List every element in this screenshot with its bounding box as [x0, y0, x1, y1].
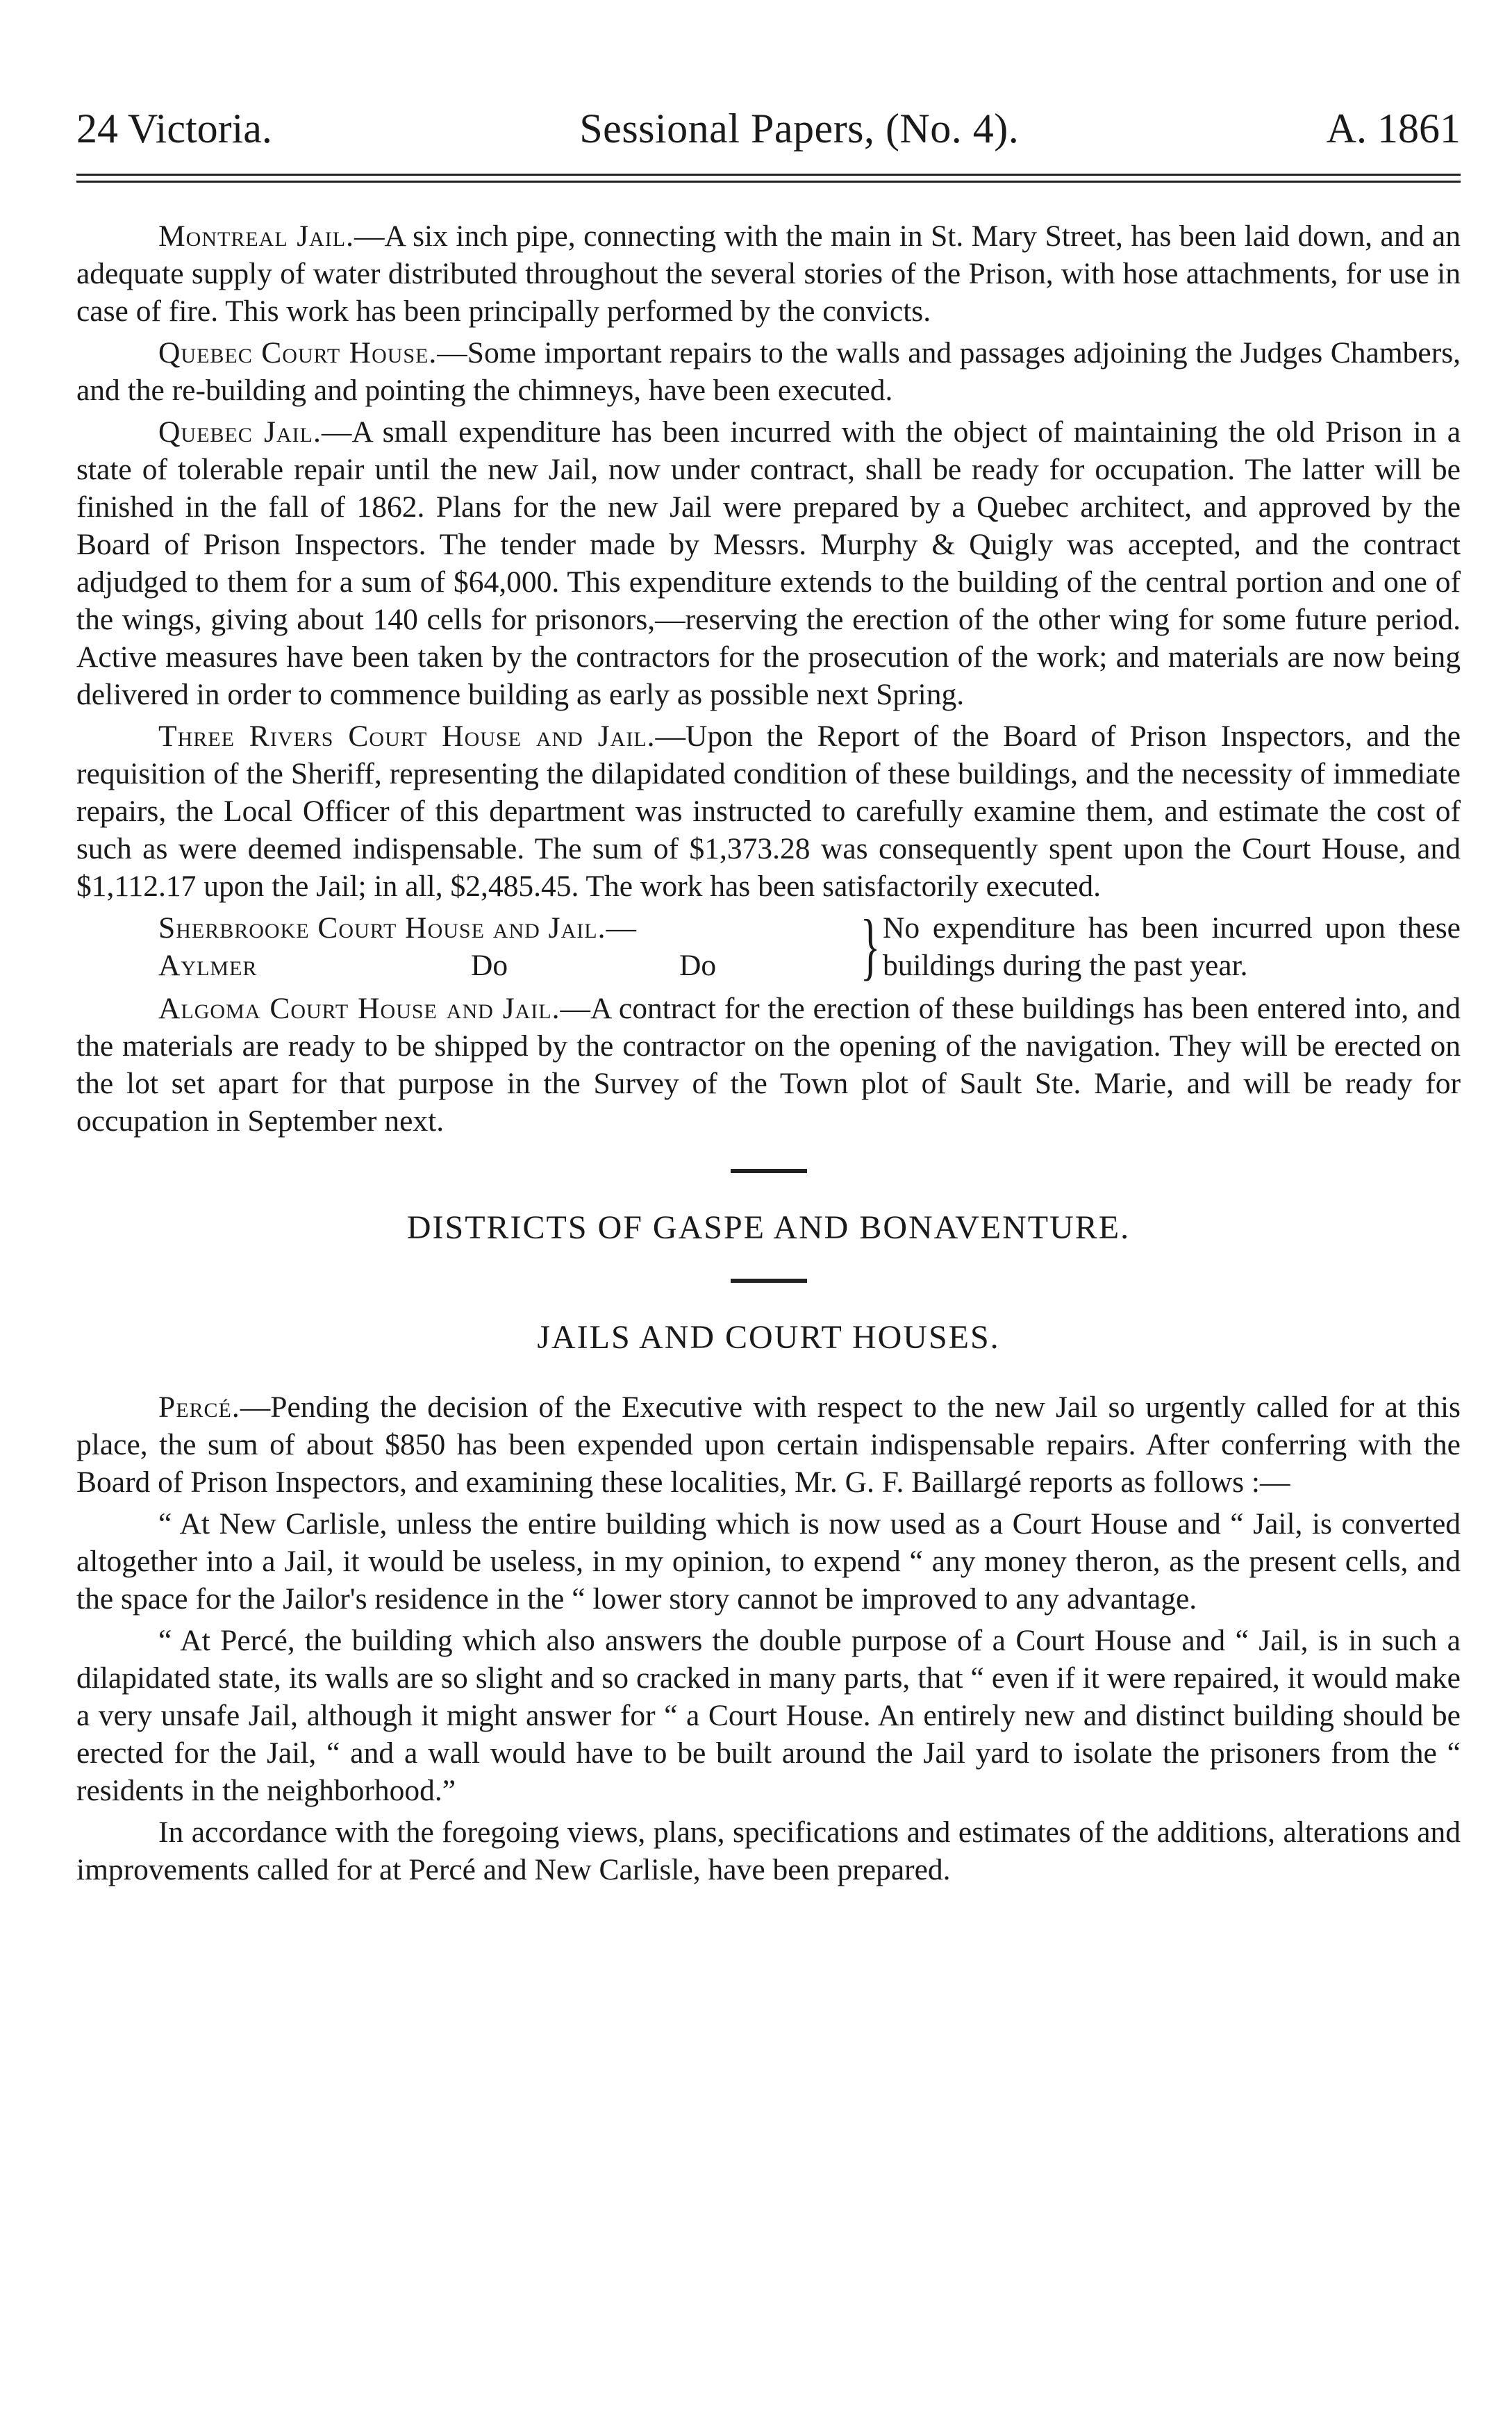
section-lead: Quebec Court House. [158, 336, 438, 370]
document-body [76, 217, 1461, 1888]
paragraph-text: —Pending the decision of the Executive with respect to the new Jail so urgently called for at this place, the sum of about $850 has been expended upon certain indispensable repairs. After conferring with the Board of Prison Inspectors, and examining these localities, Mr. G. F. Baillargé reports as follows :— [76, 1391, 1461, 1499]
section-lead: Quebec Jail. [158, 415, 322, 449]
paragraph-text: —Some important repairs to the walls and passages adjoining the Judges Chambers, and the re-building and pointing the chimneys, have been executed. [76, 336, 1461, 407]
section-lead: Algoma Court House and Jail. [158, 992, 560, 1025]
header-center: Sessional Papers, (No. 4). [579, 106, 1020, 151]
running-header [76, 104, 1461, 153]
section-divider [731, 1169, 807, 1173]
paragraph-algoma [76, 990, 1461, 1140]
right-brace-icon: } [860, 905, 881, 988]
paragraph-quebec-jail [76, 413, 1461, 713]
quote-new-carlisle: “ At New Carlisle, unless the entire building which is now used as a Court House and “ Jail, is converted altogether into a Jail, it would be useless, in my opinion, to expend “ any money theron, as the present cells, and the space for the Jailor's residence in the “ lower story cannot be improved to any advantage. [76, 1507, 1461, 1616]
paragraph-text: —A small expenditure has been incurred with the object of maintaining the old Prison in a state of tolerable repair until the new Jail, now under contract, shall be ready for occupation. The latter will be finished in the fall of 1862. Plans for the new Jail were prepared by a Quebec architect, and approved by the Board of Prison Inspectors. The tender made by Messrs. Murphy & Quigly was accepted, and the contract adjudged to them for a sum of $64,000. This expenditure extends to the building of the central portion and one of the wings, giving about 140 cells for prisonors,—reserving the erection of the other wing for some future period. Active measures have been taken by the contractors for the prosecution of the work; and materials are now being delivered in order to commence building as early as possible next Spring. [76, 415, 1461, 711]
brace-row [158, 909, 858, 947]
heading-jails: JAILS AND COURT HOUSES. [537, 1319, 1000, 1356]
section-lead: Percé. [158, 1391, 240, 1424]
paragraph-text: —A six inch pipe, connecting with the main in St. Mary Street, has been laid down, and an adequate supply of water distributed throughout the several stories of the Prison, with hose attachments, for use in case of fire. This work has been principally performed by the convicts. [76, 219, 1461, 328]
ditto-mark: Do [679, 949, 717, 982]
paragraph-closing: In accordance with the foregoing views, plans, specifications and estimates of the additions, alterations and improvements called for at Percé and New Carlisle, have been prepared. [76, 1816, 1461, 1886]
paragraph-text: —Upon the Report of the Board of Prison Inspectors, and the requisition of the Sheriff, representing the dilapidated condition of these buildings, and the necessity of immediate repairs, the Local Officer of this department was instructed to carefully examine them, and estimate the cost of such as were deemed indispensable. The sum of $1,373.28 was consequently spent upon the Court House, and $1,112.17 upon the Jail; in all, $2,485.45. The work has been satisfactorily executed. [76, 720, 1461, 903]
brace-entries [76, 909, 858, 984]
section-divider [731, 1279, 807, 1283]
sherbrooke-aylmer-entry [76, 905, 1461, 988]
paragraph-text: —A contract for the erection of these buildings has been entered into, and the materials are ready to be shipped by the contractor on the opening of the navigation. They will be erected on the lot set apart for that purpose in the Survey of the Town plot of Sault Ste. Marie, and will be ready for occupation in September next. [76, 992, 1461, 1138]
header-left: 24 Victoria. [76, 106, 272, 151]
paragraph-text: No expenditure has been incurred upon these buildings during the past year. [883, 911, 1461, 982]
paragraph-montreal-jail [76, 217, 1461, 330]
header-rule-top [76, 174, 1461, 176]
paragraph-perce [76, 1388, 1461, 1501]
header-rule-bottom [76, 181, 1461, 183]
paragraph-quebec-court-house [76, 334, 1461, 409]
section-lead: Sherbrooke Court House and Jail.— [158, 911, 637, 945]
section-lead: Three Rivers Court House and Jail. [158, 720, 656, 753]
quote-perce: “ At Percé, the building which also answers the double purpose of a Court House and “ Jail, is in such a dilapidated state, its walls are so slight and so cracked in many parts, that “ even if it were repaired, it would make a very unsafe Jail, although it might answer for “ a Court House. An entirely new and distinct building should be erected for the Jail, “ and a wall would have to be built around the Jail yard to isolate the prisoners from the “ residents in the neighborhood.” [76, 1624, 1461, 1807]
ditto-mark: Do [471, 949, 508, 982]
heading-districts: DISTRICTS OF GASPE AND BONAVENTURE. [406, 1209, 1131, 1246]
brace-row [158, 947, 858, 984]
paragraph-three-rivers [76, 717, 1461, 905]
header-right: A. 1861 [1326, 106, 1461, 151]
section-lead: Aylmer [158, 949, 258, 982]
section-lead: Montreal Jail. [158, 219, 354, 253]
